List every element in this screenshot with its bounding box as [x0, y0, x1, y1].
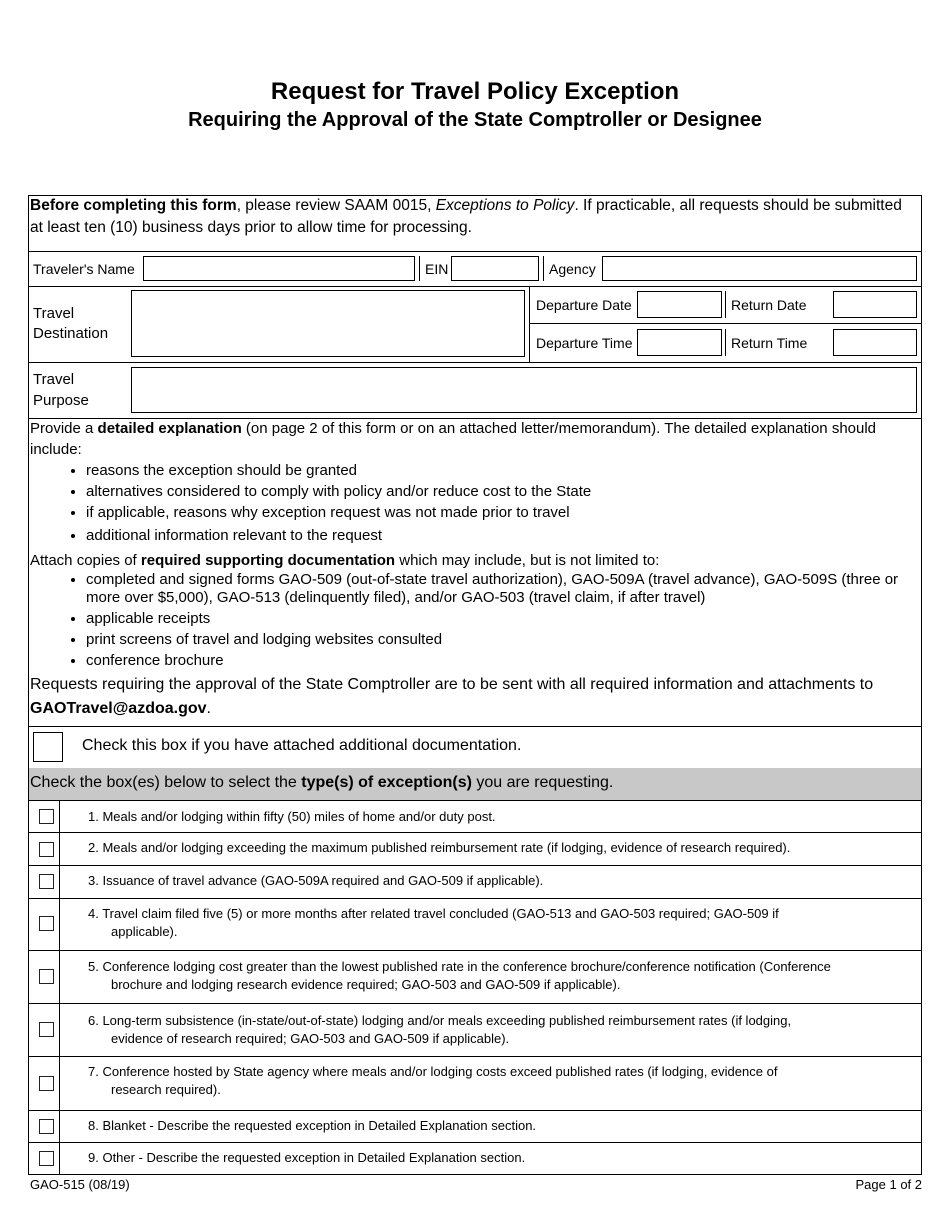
divider [28, 832, 922, 833]
form-subtitle: Requiring the Approval of the State Comptroller or Designee [188, 109, 762, 131]
travel-purpose-field[interactable] [131, 367, 917, 413]
explanation-list [30, 460, 915, 546]
divider [28, 251, 922, 252]
list-item: • applicable receipts [86, 610, 915, 628]
agency-label: Agency [549, 261, 596, 277]
divider [28, 286, 922, 287]
return-time-field[interactable] [833, 329, 917, 356]
list-item: • reasons the exception should be granted [86, 460, 915, 481]
exception-9-text: 9. Other - Describe the requested exception in Detailed Explanation section. [88, 1150, 526, 1165]
exception-1-checkbox[interactable] [39, 809, 54, 824]
departure-date-label: Departure Date [536, 297, 632, 313]
divider [28, 726, 922, 727]
exception-3-checkbox[interactable] [39, 874, 54, 889]
intro-text: Before completing this form, please review SAAM 0015, Exceptions to Policy. If practicable, all requests should be submitted at least ten (10) business days prior to allow time for processing. [30, 197, 902, 236]
travel-destination-label-2: Destination [33, 325, 109, 342]
list-item: • if applicable, reasons why exception request was not made prior to travel [86, 502, 915, 523]
exception-2-text: 2. Meals and/or lodging exceeding the maximum published reimbursement rate (if lodging, evidence of research required). [88, 840, 791, 855]
divider [529, 323, 922, 324]
explanation-intro: Provide a detailed explanation (on page 2 of this form or on an attached letter/memorandum). The detailed explanation should include: [30, 420, 877, 458]
exceptions-header: Check the box(es) below to select the type(s) of exception(s) you are requesting. [30, 774, 614, 791]
divider [28, 1003, 922, 1004]
departure-time-field[interactable] [637, 329, 722, 356]
list-item: • completed and signed forms GAO-509 (out-of-state travel authorization), GAO-509A (travel advance), GAO-509S (three or more over $5,000), GAO-513 (delinquently filed), and/or GAO-503 (travel claim, if after travel) [86, 571, 915, 607]
divider [59, 800, 60, 1175]
exception-8-text: 8. Blanket - Describe the requested exception in Detailed Explanation section. [88, 1118, 537, 1133]
list-item: • conference brochure [86, 652, 915, 670]
travelers-name-field[interactable] [143, 256, 415, 281]
travel-purpose-label-1: Travel [33, 371, 75, 388]
divider [529, 286, 530, 362]
intro-bold: Before completing this form [30, 197, 237, 214]
divider [28, 1142, 922, 1143]
divider [725, 329, 726, 356]
divider [543, 256, 544, 281]
divider [419, 256, 420, 281]
divider [28, 800, 922, 801]
departure-date-field[interactable] [637, 291, 722, 318]
ein-label: EIN [425, 261, 449, 277]
attach-list [30, 571, 915, 670]
exception-2-checkbox[interactable] [39, 842, 54, 857]
exception-5-text: 5. Conference lodging cost greater than the lowest published rate in the conference brochure/conference notification (Conference brochure and lodging research evidence required; GAO-503 and GAO-509 if applicable). [88, 959, 831, 992]
divider [28, 898, 922, 899]
exception-7-text: 7. Conference hosted by State agency where meals and/or lodging costs exceed published rates (if lodging, evidence of research required). [88, 1064, 778, 1097]
exception-6-checkbox[interactable] [39, 1022, 54, 1037]
divider [28, 1056, 922, 1057]
exception-3-text: 3. Issuance of travel advance (GAO-509A required and GAO-509 if applicable). [88, 873, 544, 888]
exception-6-text: 6. Long-term subsistence (in-state/out-of-state) lodging and/or meals exceeding published reimbursement rates (if lodging, evidence of research required; GAO-503 and GAO-509 if applicable). [88, 1013, 792, 1046]
list-item: • alternatives considered to comply with policy and/or reduce cost to the State [86, 481, 915, 502]
agency-field[interactable] [602, 256, 917, 281]
form-id: GAO-515 (08/19) [30, 1177, 130, 1192]
divider [28, 1110, 922, 1111]
return-date-field[interactable] [833, 291, 917, 318]
divider [28, 362, 922, 363]
return-date-label: Return Date [731, 297, 807, 313]
instructions-section [30, 418, 915, 721]
travel-destination-field[interactable] [131, 290, 525, 357]
attach-intro: Attach copies of required supporting documentation which may include, but is not limited to: [30, 552, 660, 569]
attached-docs-checkbox[interactable] [33, 732, 63, 762]
travel-purpose-label-2: Purpose [33, 392, 89, 409]
ein-field[interactable] [451, 256, 539, 281]
travel-destination-label-1: Travel [33, 305, 75, 322]
form-title: Request for Travel Policy Exception [270, 78, 680, 105]
exception-8-checkbox[interactable] [39, 1119, 54, 1134]
list-item: • additional information relevant to the request [86, 525, 915, 546]
travelers-name-label: Traveler's Name [33, 261, 135, 277]
exception-1-text: 1. Meals and/or lodging within fifty (50) miles of home and/or duty post. [88, 809, 496, 824]
page-number: Page 1 of 2 [855, 1177, 922, 1192]
attached-docs-label: Check this box if you have attached additional documentation. [82, 737, 522, 754]
intro-italic: Exceptions to Policy [435, 197, 575, 214]
return-time-label: Return Time [731, 335, 808, 351]
exception-7-checkbox[interactable] [39, 1076, 54, 1091]
divider [28, 865, 922, 866]
exception-4-text: 4. Travel claim filed five (5) or more months after related travel concluded (GAO-513 and GAO-503 required; GAO-509 if applicable). [88, 906, 779, 939]
exception-5-checkbox[interactable] [39, 969, 54, 984]
exception-4-checkbox[interactable] [39, 916, 54, 931]
email-link[interactable]: GAOTravel@azdoa.gov [30, 700, 207, 717]
divider [725, 291, 726, 318]
divider [28, 950, 922, 951]
exception-9-checkbox[interactable] [39, 1151, 54, 1166]
requests-text: Requests requiring the approval of the State Comptroller are to be sent with all required information and attachments to GAOTravel@azdoa.gov. [30, 676, 874, 717]
list-item: • print screens of travel and lodging websites consulted [86, 631, 915, 649]
departure-time-label: Departure Time [536, 335, 633, 351]
